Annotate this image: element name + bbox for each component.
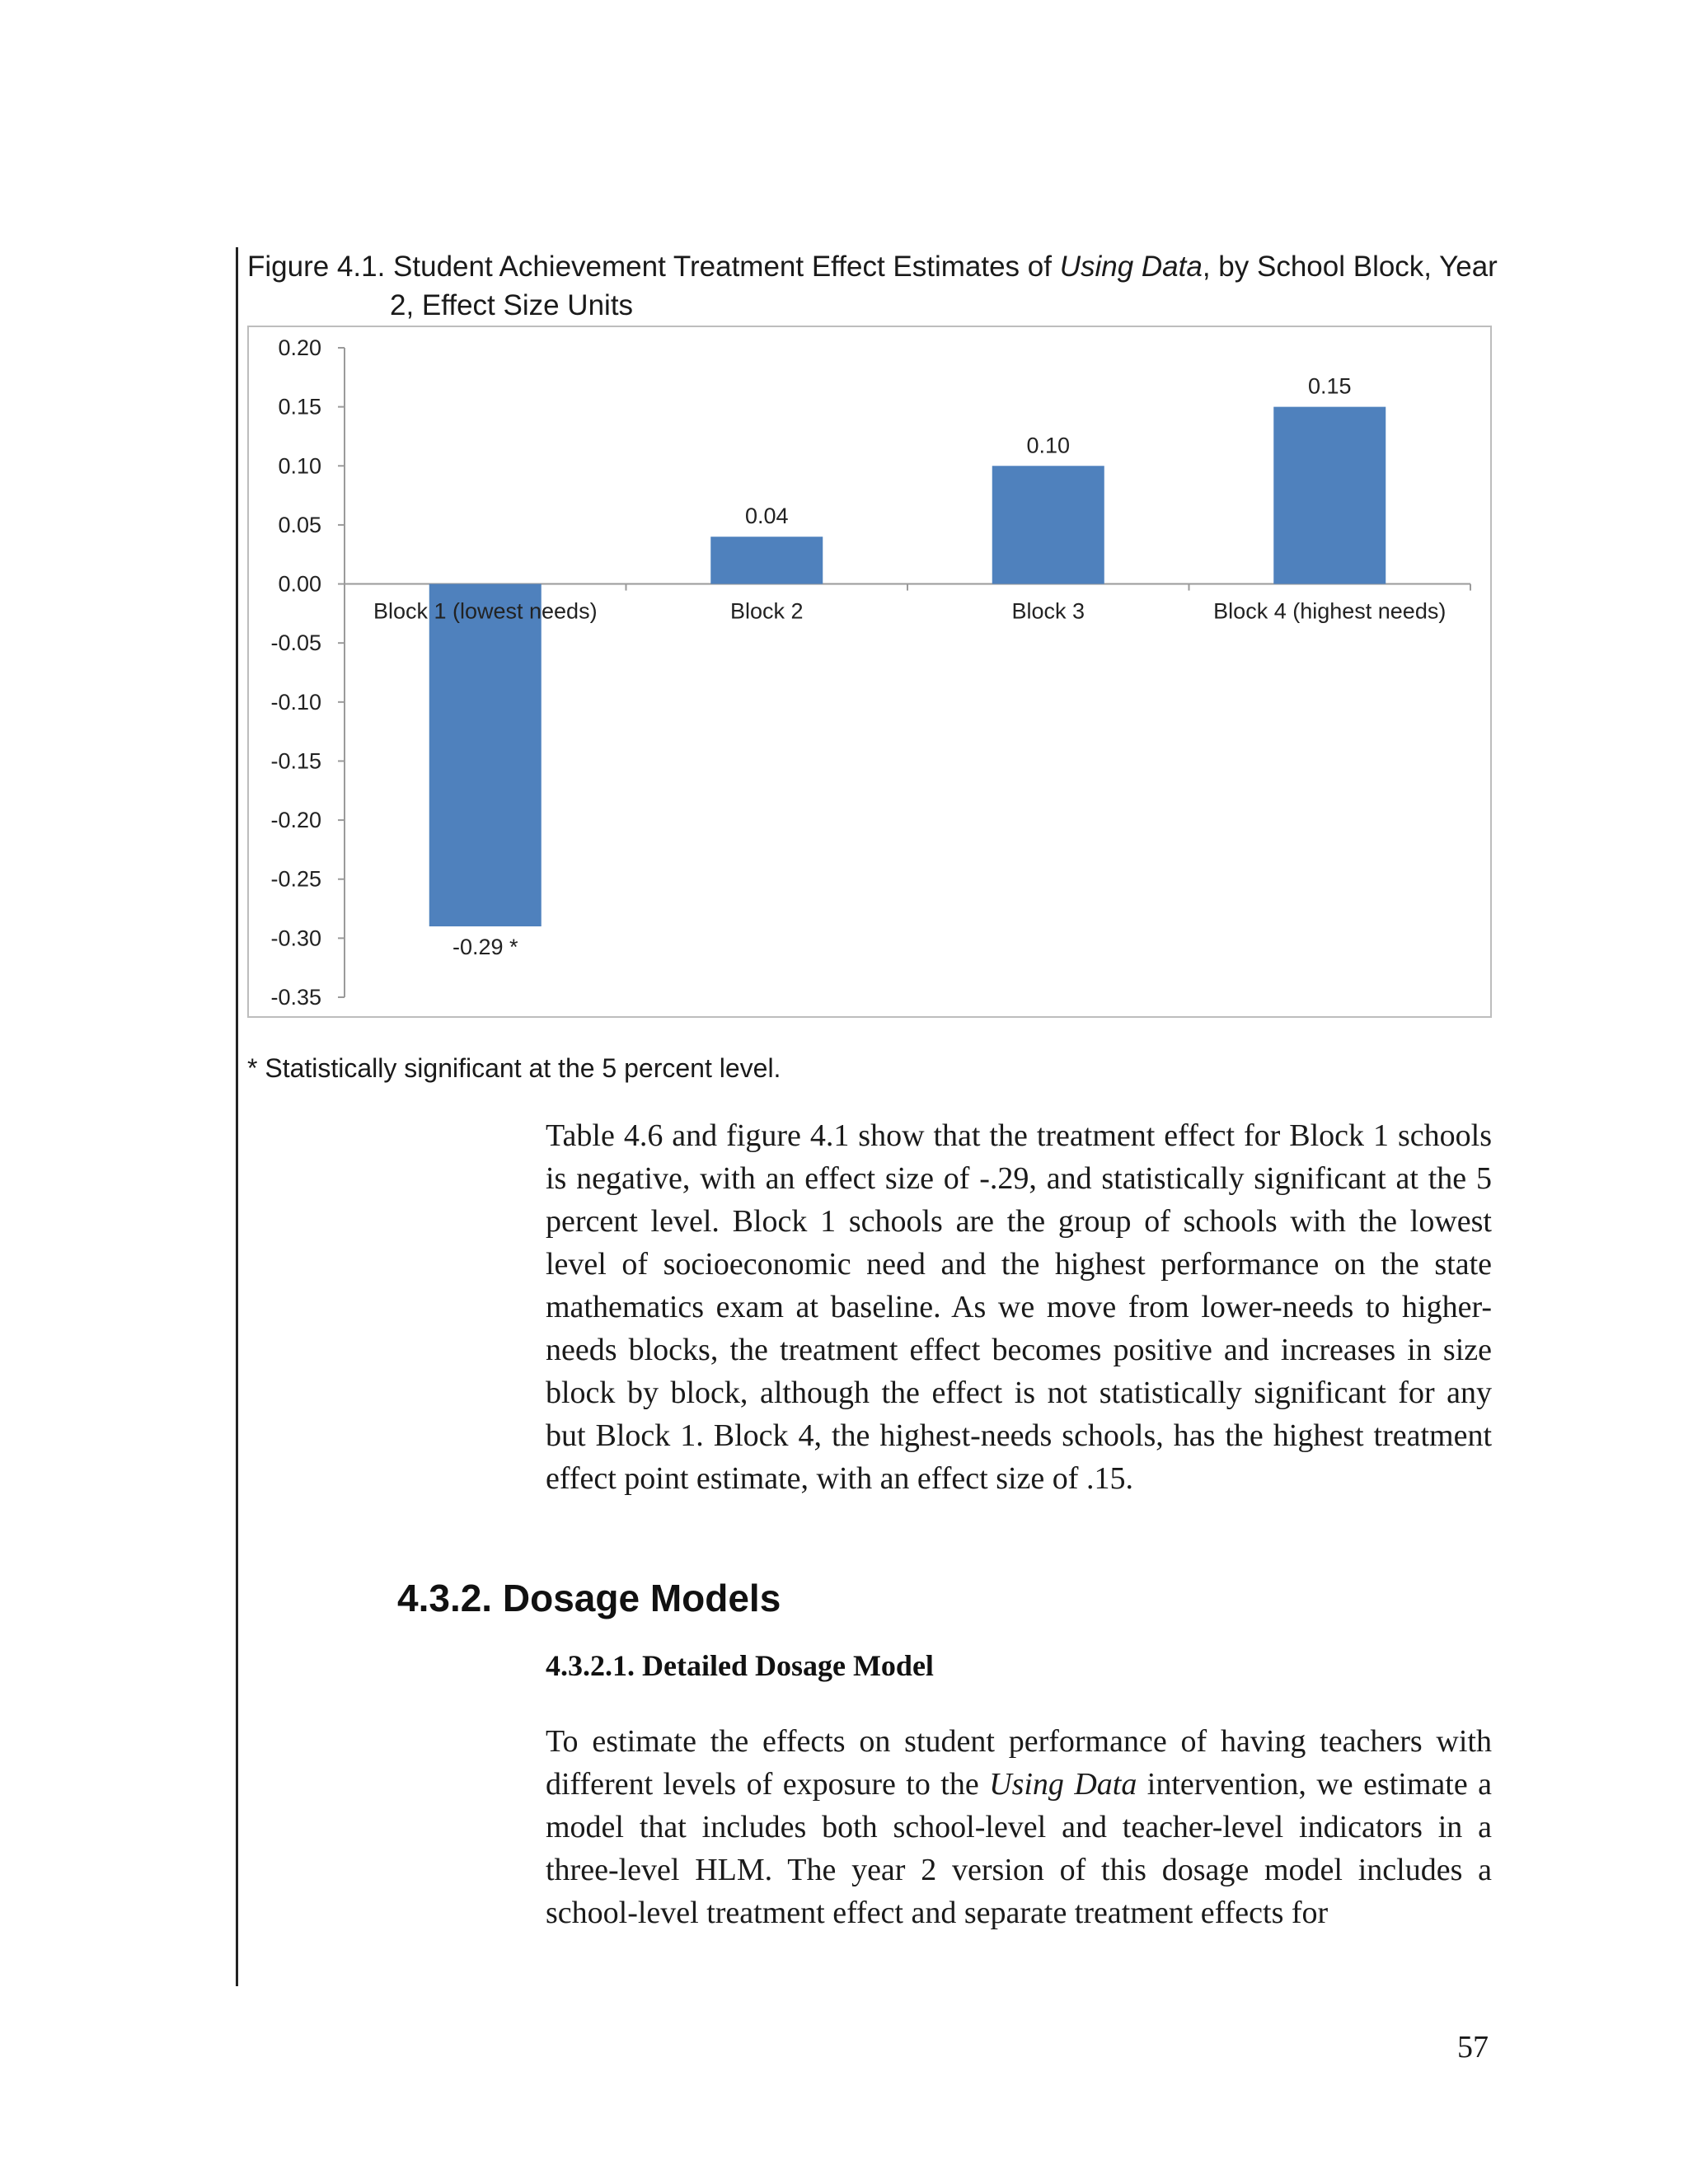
caption-suffix: , by School Block, Year bbox=[1202, 251, 1498, 283]
y-tick-label: -0.15 bbox=[270, 748, 321, 774]
y-tick-label: -0.10 bbox=[270, 689, 321, 715]
bar bbox=[1273, 407, 1386, 584]
data-label: -0.29 * bbox=[452, 935, 518, 960]
page-number: 57 bbox=[1457, 2030, 1489, 2064]
footnote: * Statistically significant at the 5 percent level. bbox=[247, 1053, 781, 1083]
bar bbox=[710, 537, 823, 583]
y-tick-label: 0.10 bbox=[278, 453, 321, 479]
y-tick-label: 0.15 bbox=[278, 394, 321, 419]
category-label: Block 2 bbox=[729, 598, 804, 624]
paragraph-2 bbox=[546, 1720, 1492, 1934]
y-tick-label: 0.20 bbox=[278, 335, 321, 360]
data-label: 0.04 bbox=[744, 504, 789, 529]
bar-chart bbox=[249, 327, 1493, 1019]
paragraph-2-after: intervention, we estimate a model that includes both school-level and teacher-level indicators in a three-level HLM. The year 2 version of this dosage model includes a school-level treatment effect and separate treatment effects for bbox=[546, 1767, 1492, 1930]
data-label: 0.10 bbox=[1026, 433, 1071, 458]
caption-italic: Using Data bbox=[1059, 251, 1203, 283]
chart-frame bbox=[247, 326, 1492, 1018]
y-tick-label: -0.20 bbox=[270, 808, 321, 833]
data-label: 0.15 bbox=[1307, 373, 1352, 399]
y-tick-label: -0.30 bbox=[270, 926, 321, 951]
margin-rule bbox=[236, 247, 238, 1986]
paragraph-1: Table 4.6 and figure 4.1 show that the treatment effect for Block 1 schools is negative, with an effect size of -.29, and statistically significant at the 5 percent level. Block 1 schools are the group of schools with the lowest level of socioeconomic need and the highest performance on the state mathematics exam at baseline. As we move from lower-needs to higher-needs blocks, the treatment effect becomes positive and increases in size block by block, although the effect is not statistically significant for any but Block 1. Block 4, the highest-needs schools, has the highest treatment effect point estimate, with an effect size of .15. bbox=[546, 1118, 1492, 1496]
category-label: Block 3 bbox=[1011, 598, 1085, 624]
caption-prefix: Figure 4.1. Student Achievement Treatment Effect Estimates of bbox=[247, 251, 1060, 283]
caption-line2: 2, Effect Size Units bbox=[390, 289, 634, 321]
bar bbox=[992, 466, 1104, 583]
y-tick-label: 0.05 bbox=[278, 512, 321, 537]
y-tick-label: -0.25 bbox=[270, 866, 321, 892]
y-tick-label: 0.00 bbox=[278, 571, 321, 597]
y-tick-label: -0.05 bbox=[270, 630, 321, 656]
figure-caption bbox=[247, 247, 1500, 325]
paragraph-2-italic: Using Data bbox=[989, 1767, 1137, 1802]
y-tick-label: -0.35 bbox=[270, 985, 321, 1010]
paragraph-2-before: To estimate the effects on student performance of having teachers with different levels of exposure to the bbox=[546, 1724, 1492, 1802]
category-label: Block 1 (lowest needs) bbox=[373, 598, 598, 624]
section-heading: 4.3.2. Dosage Models bbox=[397, 1577, 781, 1619]
bar bbox=[429, 584, 542, 926]
sub-heading: 4.3.2.1. Detailed Dosage Model bbox=[546, 1649, 934, 1682]
category-label: Block 4 (highest needs) bbox=[1213, 598, 1447, 624]
